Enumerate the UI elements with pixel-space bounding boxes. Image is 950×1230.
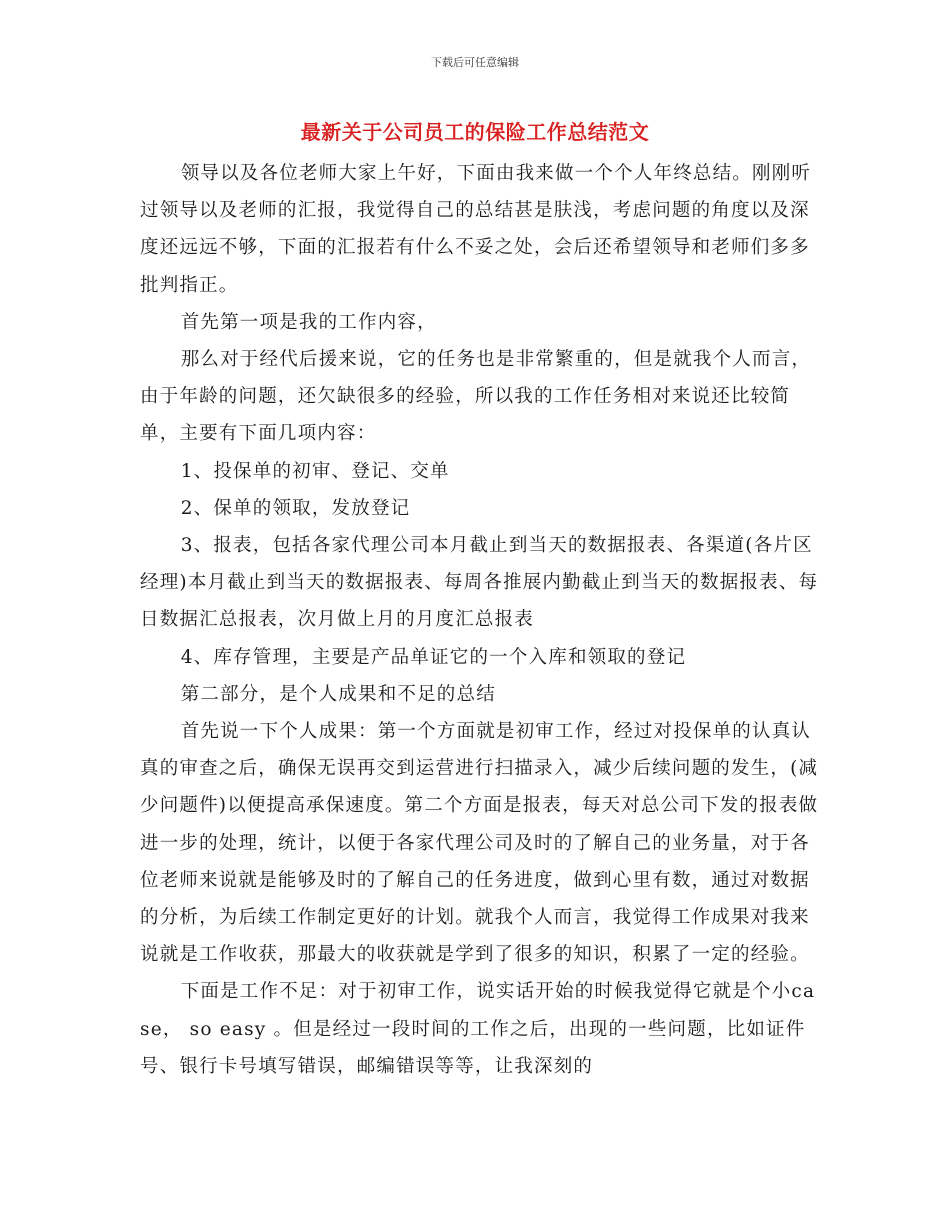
paragraph-shortcomings: 下面是工作不足：对于初审工作，说实话开始的时候我觉得它就是个小case， so easy 。但是经过一段时间的工作之后，出现的一些问题，比如证件号、银行卡号填写错误，邮编错误等等，让我深刻的 [140, 981, 816, 1077]
paragraph-achievements: 首先说一下个人成果：第一个方面就是初审工作，经过对投保单的认真认真的审查之后，确保无误再交到运营进行扫描录入，减少后续问题的发生，(减少问题件)以便提高承保速度。第二个方面是报表，每天对总公司下发的报表做进一步的处理，统计，以便于各家代理公司及时的了解自己的业务量，对于各位老师来说就是能够及时的了解自己的任务进度，做到心里有数，通过对数据的分析，为后续工作制定更好的计划。就我个人而言，我觉得工作成果对我来说就是工作收获，那最大的收获就是学到了很多的知识，积累了一定的经验。 [140, 721, 819, 966]
list-item-2: 2、保单的领取，发放登记 [180, 497, 411, 519]
list-item-3: 3、报表，包括各家代理公司本月截止到当天的数据报表、各渠道(各片区经理)本月截止到当天的数据报表、每周各推展内勤截止到当天的数据报表、每日数据汇总报表，次月做上月的月度汇总报表 [140, 535, 819, 631]
paragraph-greeting: 领导以及各位老师大家上午好，下面由我来做一个个人年终总结。刚刚听过领导以及老师的汇报，我觉得自己的总结甚是肤浅，考虑问题的角度以及深度还远远不够，下面的汇报若有什么不妥之处，会后还希望领导和老师们多多批判指正。 [140, 163, 812, 296]
header-note: 下载后可任意编辑 [431, 56, 519, 69]
paragraph-work-overview: 那么对于经代后援来说，它的任务也是非常繁重的，但是就我个人而言，由于年龄的问题，还欠缺很多的经验，所以我的工作任务相对来说还比较简单，主要有下面几项内容： [140, 349, 812, 445]
document-title: 最新关于公司员工的保险工作总结范文 [300, 120, 650, 144]
list-item-4: 4、库存管理，主要是产品单证它的一个入库和领取的登记 [180, 646, 687, 668]
paragraph-section-one-heading: 首先第一项是我的工作内容， [180, 311, 437, 333]
list-item-1: 1、投保单的初审、登记、交单 [180, 460, 450, 482]
paragraph-section-two-heading: 第二部分，是个人成果和不足的总结 [180, 683, 496, 705]
document-body [140, 155, 820, 1085]
